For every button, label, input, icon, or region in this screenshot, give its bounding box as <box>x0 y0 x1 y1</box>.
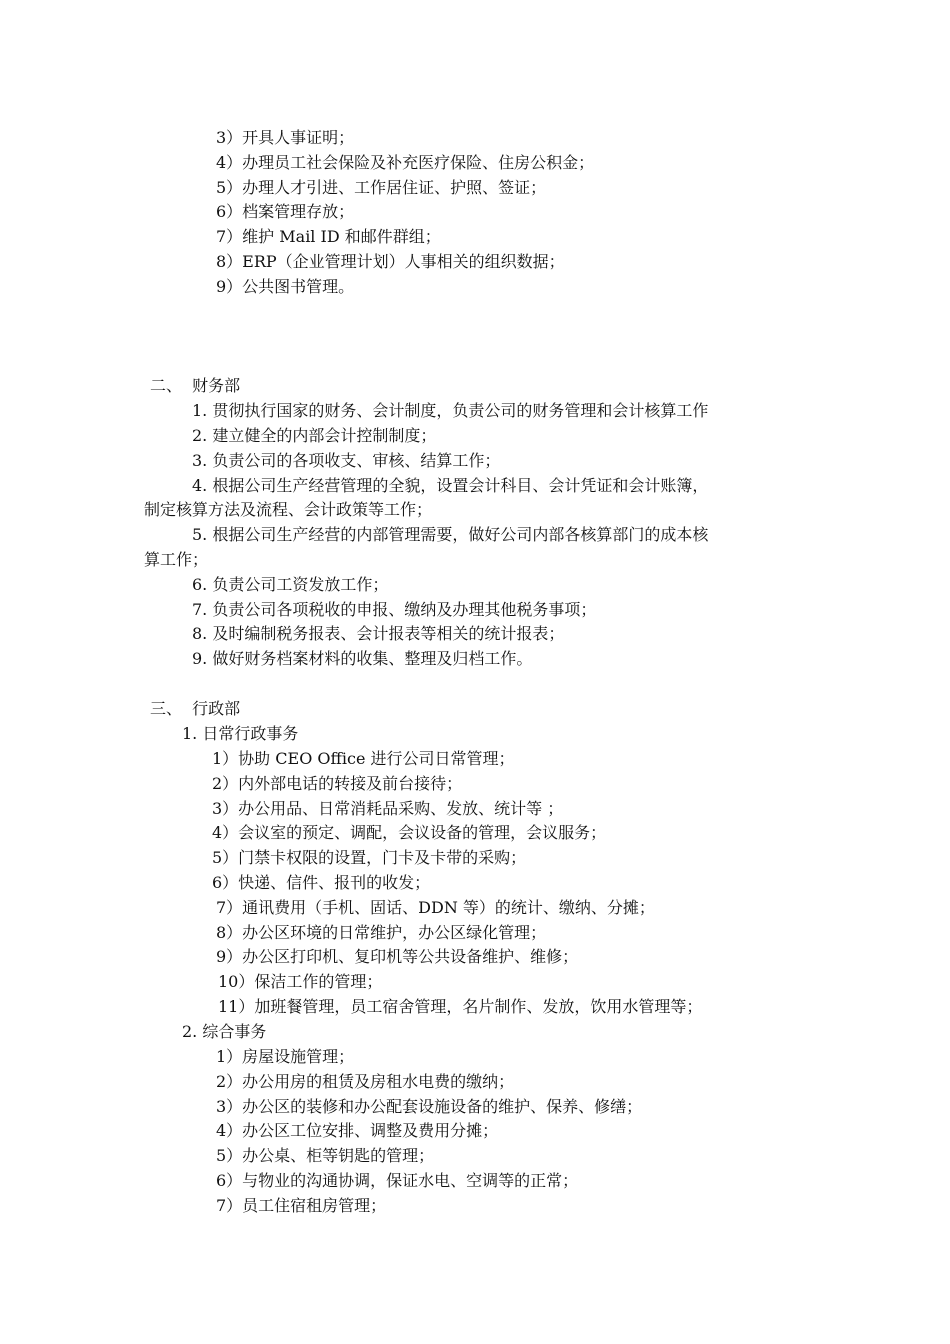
section-heading-admin: 三、 行政部 <box>150 699 241 718</box>
admin-general-item: 5）办公桌、柜等钥匙的管理； <box>216 1146 435 1165</box>
admin-general-item: 1）房屋设施管理； <box>216 1047 355 1066</box>
admin-daily-item: 2）内外部电话的转接及前台接待； <box>212 774 463 793</box>
hr-item: 4）办理员工社会保险及补充医疗保险、住房公积金； <box>216 153 595 172</box>
admin-daily-item: 1）协助 CEO Office 进行公司日常管理； <box>212 749 515 768</box>
finance-item: 8. 及时编制税务报表、会计报表等相关的统计报表； <box>192 624 565 643</box>
hr-item: 6）档案管理存放； <box>216 202 355 221</box>
hr-item: 7）维护 Mail ID 和邮件群组； <box>216 227 441 246</box>
admin-daily-item: 10）保洁工作的管理； <box>218 972 383 991</box>
finance-item: 5. 根据公司生产经营的内部管理需要，做好公司内部各核算部门的成本核 <box>192 525 709 544</box>
admin-general-item: 4）办公区工位安排、调整及费用分摊； <box>216 1121 499 1140</box>
finance-item-continuation: 制定核算方法及流程、会计政策等工作； <box>144 500 433 519</box>
admin-daily-item: 4）会议室的预定、调配，会议设备的管理，会议服务； <box>212 823 607 842</box>
finance-item: 6. 负责公司工资发放工作； <box>192 575 389 594</box>
admin-daily-item: 5）门禁卡权限的设置，门卡及卡带的采购； <box>212 848 527 867</box>
hr-item: 3）开具人事证明； <box>216 128 355 147</box>
admin-general-item: 2）办公用房的租赁及房租水电费的缴纳； <box>216 1072 515 1091</box>
admin-daily-item: 8）办公区环境的日常维护，办公区绿化管理； <box>216 923 547 942</box>
hr-item: 8）ERP（企业管理计划）人事相关的组织数据； <box>216 252 565 271</box>
admin-daily-item: 3）办公用品、日常消耗品采购、发放、统计等 ； <box>212 799 564 818</box>
finance-item: 4. 根据公司生产经营管理的全貌，设置会计科目、会计凭证和会计账簿， <box>192 476 709 495</box>
admin-daily-item: 6）快递、信件、报刊的收发； <box>212 873 431 892</box>
finance-item: 9. 做好财务档案材料的收集、整理及归档工作。 <box>192 649 533 668</box>
hr-item: 9）公共图书管理。 <box>216 277 355 296</box>
finance-item: 1. 贯彻执行国家的财务、会计制度，负责公司的财务管理和会计核算工作 <box>192 401 709 420</box>
admin-subsection-daily: 1. 日常行政事务 <box>182 724 299 743</box>
section-heading-finance: 二、 财务部 <box>150 376 241 395</box>
finance-item: 7. 负责公司各项税收的申报、缴纳及办理其他税务事项； <box>192 600 597 619</box>
admin-general-item: 3）办公区的装修和办公配套设施设备的维护、保养、修缮； <box>216 1097 643 1116</box>
admin-subsection-general: 2. 综合事务 <box>182 1022 267 1041</box>
finance-item: 3. 负责公司的各项收支、审核、结算工作； <box>192 451 501 470</box>
finance-item: 2. 建立健全的内部会计控制制度； <box>192 426 437 445</box>
admin-daily-item: 7）通讯费用（手机、固话、DDN 等）的统计、缴纳、分摊； <box>216 898 655 917</box>
finance-item-continuation: 算工作； <box>144 550 209 569</box>
hr-item: 5）办理人才引进、工作居住证、护照、签证； <box>216 178 547 197</box>
admin-general-item: 6）与物业的沟通协调，保证水电、空调等的正常； <box>216 1171 579 1190</box>
admin-daily-item: 9）办公区打印机、复印机等公共设备维护、维修； <box>216 947 579 966</box>
admin-general-item: 7）员工住宿租房管理； <box>216 1196 387 1215</box>
admin-daily-item: 11）加班餐管理，员工宿舍管理，名片制作、发放，饮用水管理等； <box>218 997 703 1016</box>
